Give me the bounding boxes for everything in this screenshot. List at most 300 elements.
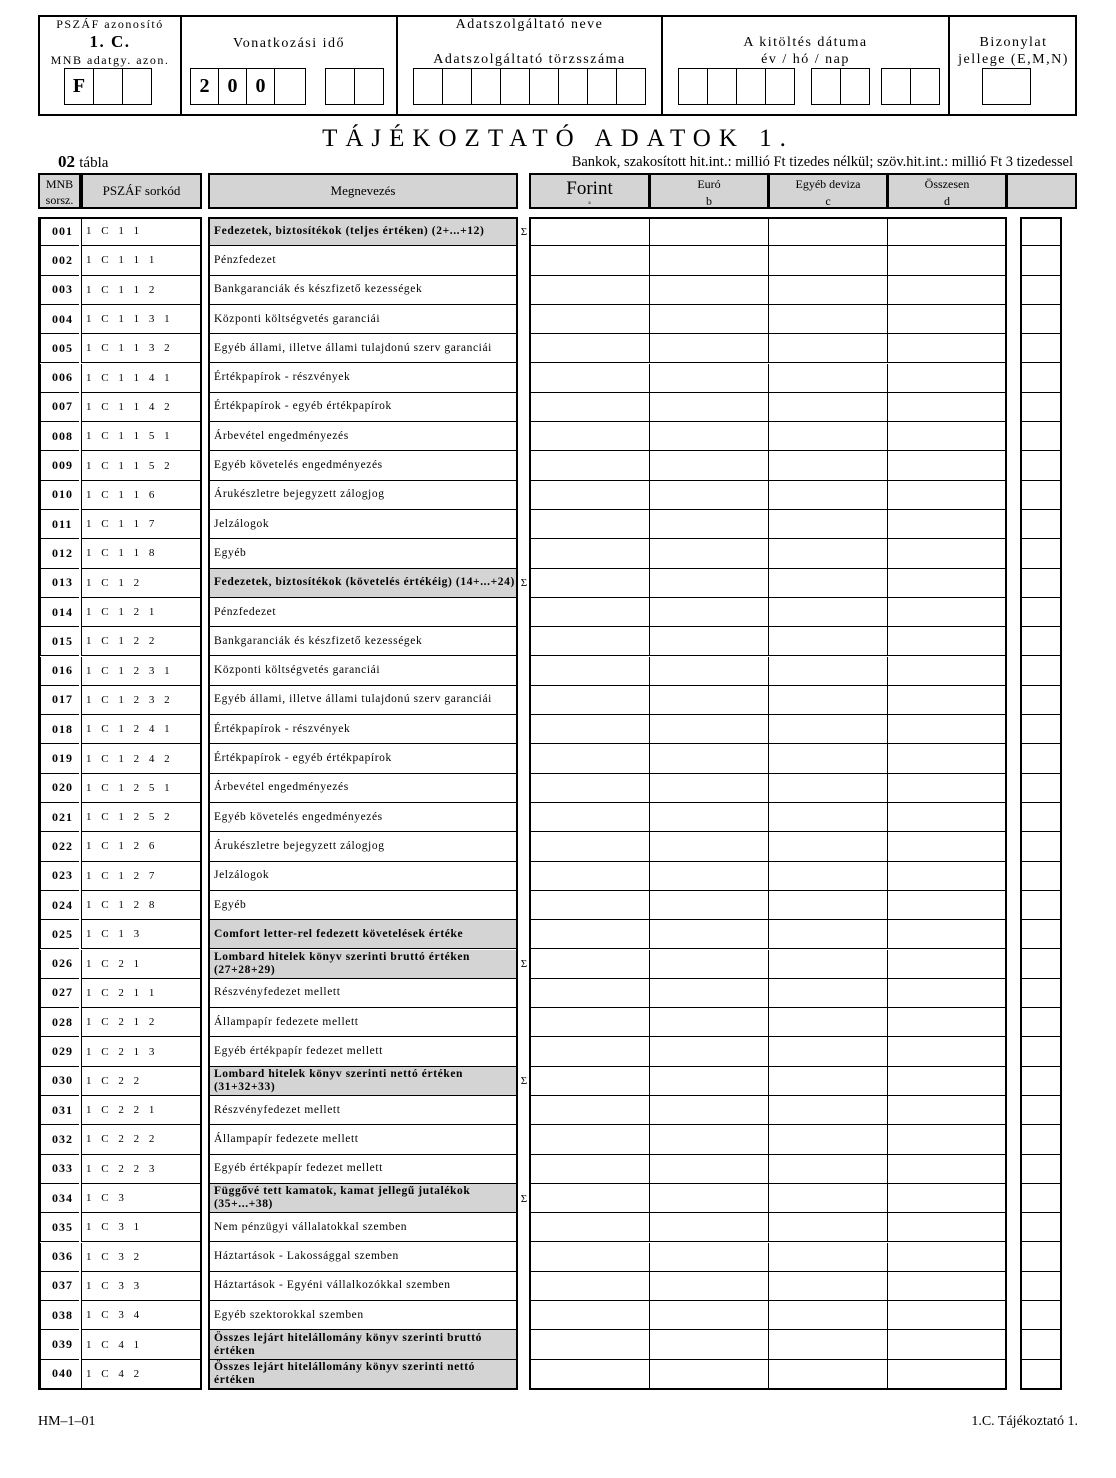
table-row (0, 481, 1116, 510)
cell-extra[interactable] (1020, 481, 1062, 510)
table-row (0, 305, 1116, 334)
cell-other[interactable] (768, 862, 888, 891)
row-code: 1 C 1 1 7 (81, 510, 202, 539)
cell-extra[interactable] (1020, 1301, 1062, 1330)
cell-extra[interactable] (1020, 1184, 1062, 1213)
row-label (208, 598, 518, 627)
cell-other[interactable] (768, 1067, 888, 1096)
cell-extra[interactable] (1020, 1096, 1062, 1125)
cell-total[interactable] (887, 832, 1007, 861)
period-digit-4[interactable] (274, 68, 306, 105)
cell-other[interactable] (768, 744, 888, 773)
cell-euro[interactable] (649, 803, 769, 832)
cell-forint[interactable] (529, 832, 650, 861)
cell-total[interactable] (887, 920, 1007, 949)
period-digit-text: 0 (227, 75, 238, 97)
cell-total[interactable] (887, 539, 1007, 568)
cell-extra[interactable] (1020, 1008, 1062, 1037)
row-label-text: Jelzálogok (214, 869, 270, 882)
cell-total[interactable] (887, 862, 1007, 891)
cell-euro[interactable] (649, 744, 769, 773)
cell-extra[interactable] (1020, 979, 1062, 1008)
cell-total[interactable] (887, 1067, 1007, 1096)
row-code: 1 C 2 2 3 (81, 1155, 202, 1184)
period-digit-text: 2 (199, 75, 210, 97)
cell-other[interactable] (768, 217, 888, 246)
cell-total[interactable] (887, 1096, 1007, 1125)
table-row (0, 217, 1116, 246)
period-digit-6[interactable] (354, 68, 384, 105)
cell-euro[interactable] (649, 715, 769, 744)
date-digit-box[interactable] (910, 68, 940, 105)
cell-extra[interactable] (1020, 1067, 1062, 1096)
cell-euro[interactable] (649, 774, 769, 803)
cell-other[interactable] (768, 1243, 888, 1272)
row-label (208, 862, 518, 891)
cell-total[interactable] (887, 510, 1007, 539)
row-code: 1 C 1 1 4 1 (81, 364, 202, 393)
table-row (0, 1213, 1116, 1242)
cell-forint[interactable] (529, 569, 650, 598)
row-label-text: Árukészletre bejegyzett zálogjog (214, 839, 385, 852)
cell-other[interactable] (768, 774, 888, 803)
cell-extra[interactable] (1020, 1125, 1062, 1154)
row-label (208, 891, 518, 920)
cell-extra[interactable] (1020, 862, 1062, 891)
provider-id-box[interactable] (558, 68, 588, 105)
cell-other[interactable] (768, 803, 888, 832)
row-label-text: Központi költségvetés garanciái (214, 664, 381, 677)
doc-type-box[interactable] (982, 68, 1031, 105)
provider-id-box[interactable] (413, 68, 443, 105)
cell-forint[interactable] (529, 657, 650, 686)
cell-euro[interactable] (649, 217, 769, 246)
cell-euro[interactable] (649, 598, 769, 627)
cell-euro[interactable] (649, 334, 769, 363)
cell-euro[interactable] (649, 627, 769, 656)
cell-forint[interactable] (529, 1301, 650, 1330)
cell-forint[interactable] (529, 744, 650, 773)
row-label-text: Háztartások - Lakossággal szemben (214, 1250, 399, 1263)
cell-total[interactable] (887, 891, 1007, 920)
row-code: 1 C 3 1 (81, 1213, 202, 1242)
cell-extra[interactable] (1020, 246, 1062, 275)
cell-euro[interactable] (649, 305, 769, 334)
cell-extra[interactable] (1020, 598, 1062, 627)
row-code: 1 C 1 1 1 (81, 246, 202, 275)
row-label-text: Központi költségvetés garanciái (214, 312, 381, 325)
pszaf-label: PSZÁF azonosító (56, 17, 164, 31)
cell-forint[interactable] (529, 627, 650, 656)
cell-total[interactable] (887, 1037, 1007, 1066)
cell-other[interactable] (768, 715, 888, 744)
period-digit-2[interactable] (218, 68, 247, 105)
provider-id-box[interactable] (587, 68, 617, 105)
cell-forint[interactable] (529, 979, 650, 1008)
cell-euro[interactable] (649, 950, 769, 979)
cell-euro[interactable] (649, 569, 769, 598)
cell-extra[interactable] (1020, 950, 1062, 979)
row-code: 1 C 3 (81, 1184, 202, 1213)
cell-forint[interactable] (529, 1037, 650, 1066)
cell-extra[interactable] (1020, 1272, 1062, 1301)
cell-forint[interactable] (529, 920, 650, 949)
cell-euro[interactable] (649, 364, 769, 393)
row-code: 1 C 1 1 3 1 (81, 305, 202, 334)
cell-euro[interactable] (649, 1008, 769, 1037)
cell-forint[interactable] (529, 1008, 650, 1037)
cell-total[interactable] (887, 1213, 1007, 1242)
cell-euro[interactable] (649, 832, 769, 861)
cell-euro[interactable] (649, 451, 769, 480)
cell-extra[interactable] (1020, 1360, 1062, 1389)
cell-forint[interactable] (529, 891, 650, 920)
cell-forint[interactable] (529, 217, 650, 246)
cell-total[interactable] (887, 1125, 1007, 1154)
provider-id-label: Adatszolgáltató törzsszáma (433, 52, 626, 67)
cell-other[interactable] (768, 1155, 888, 1184)
cell-total[interactable] (887, 422, 1007, 451)
cell-forint[interactable] (529, 862, 650, 891)
cell-other[interactable] (768, 1125, 888, 1154)
table-row (0, 891, 1116, 920)
row-label (208, 1360, 518, 1389)
cell-other[interactable] (768, 422, 888, 451)
date-digit-box[interactable] (765, 68, 795, 105)
cell-total[interactable] (887, 305, 1007, 334)
cell-forint[interactable] (529, 1067, 650, 1096)
cell-other[interactable] (768, 569, 888, 598)
cell-extra[interactable] (1020, 803, 1062, 832)
row-label-text: Árbevétel engedményezés (214, 429, 349, 442)
period-digit-3[interactable] (246, 68, 275, 105)
cell-forint[interactable] (529, 1360, 650, 1389)
cell-other[interactable] (768, 1330, 888, 1359)
cell-forint[interactable] (529, 950, 650, 979)
cell-extra[interactable] (1020, 686, 1062, 715)
row-label-text: Részvényfedezet mellett (214, 1103, 341, 1116)
cell-forint[interactable] (529, 1184, 650, 1213)
row-label-text: Értékpapírok - egyéb értékpapírok (214, 400, 392, 413)
cell-extra[interactable] (1020, 920, 1062, 949)
row-label-text: Értékpapírok - egyéb értékpapírok (214, 752, 392, 765)
col-forint-text: Forint (566, 178, 613, 199)
cell-other[interactable] (768, 686, 888, 715)
cell-extra[interactable] (1020, 364, 1062, 393)
cell-total[interactable] (887, 569, 1007, 598)
cell-euro[interactable] (649, 246, 769, 275)
cell-forint[interactable] (529, 510, 650, 539)
cell-euro[interactable] (649, 1301, 769, 1330)
row-label (208, 422, 518, 451)
cell-forint[interactable] (529, 1243, 650, 1272)
cell-total[interactable] (887, 803, 1007, 832)
row-number: 015 (39, 627, 79, 656)
cell-extra[interactable] (1020, 422, 1062, 451)
cell-euro[interactable] (649, 1330, 769, 1359)
cell-total[interactable] (887, 393, 1007, 422)
cell-other[interactable] (768, 393, 888, 422)
col-name (208, 173, 518, 209)
row-label-text: Egyéb állami, illetve állami tulajdonú szerv garanciái (214, 693, 492, 706)
row-number: 009 (39, 451, 79, 480)
page-title: TÁJÉKOZTATÓ ADATOK 1. (322, 125, 794, 152)
cell-total[interactable] (887, 774, 1007, 803)
cell-total[interactable] (887, 451, 1007, 480)
cell-euro[interactable] (649, 539, 769, 568)
table-row (0, 598, 1116, 627)
row-label-text: Comfort letter-rel fedezett követelések értéke (214, 927, 464, 940)
cell-other[interactable] (768, 276, 888, 305)
cell-other[interactable] (768, 305, 888, 334)
cell-extra[interactable] (1020, 744, 1062, 773)
cell-total[interactable] (887, 217, 1007, 246)
cell-forint[interactable] (529, 393, 650, 422)
provider-id-box[interactable] (529, 68, 559, 105)
cell-euro[interactable] (649, 1360, 769, 1389)
cell-other[interactable] (768, 364, 888, 393)
cell-total[interactable] (887, 1272, 1007, 1301)
cell-euro[interactable] (649, 393, 769, 422)
cell-extra[interactable] (1020, 1037, 1062, 1066)
cell-extra[interactable] (1020, 627, 1062, 656)
cell-euro[interactable] (649, 1125, 769, 1154)
cell-forint[interactable] (529, 1330, 650, 1359)
cell-total[interactable] (887, 1008, 1007, 1037)
row-label (208, 686, 518, 715)
col-euro-text: Euró (697, 177, 721, 191)
row-number: 021 (39, 803, 79, 832)
cell-euro[interactable] (649, 1037, 769, 1066)
sum-marker: Σ (520, 225, 528, 238)
cell-total[interactable] (887, 598, 1007, 627)
cell-other[interactable] (768, 1301, 888, 1330)
cell-euro[interactable] (649, 1213, 769, 1242)
cell-euro[interactable] (649, 481, 769, 510)
row-number: 013 (39, 569, 79, 598)
row-label-text: Pénzfedezet (214, 253, 277, 266)
cell-other[interactable] (768, 334, 888, 363)
row-label (208, 1184, 518, 1213)
mnb-value-box[interactable] (64, 68, 94, 105)
cell-forint[interactable] (529, 1096, 650, 1125)
cell-total[interactable] (887, 1155, 1007, 1184)
cell-total[interactable] (887, 1184, 1007, 1213)
sum-marker: Σ (520, 1192, 528, 1205)
mnb-box[interactable] (122, 68, 152, 105)
date-digit-box[interactable] (881, 68, 911, 105)
provider-id-box[interactable] (442, 68, 472, 105)
cell-other[interactable] (768, 832, 888, 861)
cell-other[interactable] (768, 1272, 888, 1301)
cell-other[interactable] (768, 920, 888, 949)
date-digit-box[interactable] (811, 68, 841, 105)
cell-extra[interactable] (1020, 1243, 1062, 1272)
cell-forint[interactable] (529, 539, 650, 568)
cell-forint[interactable] (529, 481, 650, 510)
cell-total[interactable] (887, 364, 1007, 393)
row-number: 040 (39, 1360, 79, 1389)
cell-total[interactable] (887, 481, 1007, 510)
cell-other[interactable] (768, 979, 888, 1008)
cell-euro[interactable] (649, 1155, 769, 1184)
cell-forint[interactable] (529, 598, 650, 627)
table-row (0, 334, 1116, 363)
row-code: 1 C 3 3 (81, 1272, 202, 1301)
cell-total[interactable] (887, 686, 1007, 715)
cell-extra[interactable] (1020, 276, 1062, 305)
cell-other[interactable] (768, 1096, 888, 1125)
row-code: 1 C 1 2 4 2 (81, 744, 202, 773)
provider-id-box[interactable] (471, 68, 501, 105)
table-row (0, 246, 1116, 275)
cell-other[interactable] (768, 1360, 888, 1389)
cell-euro[interactable] (649, 276, 769, 305)
cell-forint[interactable] (529, 803, 650, 832)
cell-other[interactable] (768, 657, 888, 686)
cell-total[interactable] (887, 715, 1007, 744)
cell-other[interactable] (768, 891, 888, 920)
date-digit-box[interactable] (707, 68, 737, 105)
cell-total[interactable] (887, 744, 1007, 773)
cell-forint[interactable] (529, 364, 650, 393)
cell-extra[interactable] (1020, 539, 1062, 568)
row-label-text: Állampapír fedezete mellett (214, 1132, 359, 1145)
col-forint (529, 173, 650, 209)
cell-euro[interactable] (649, 1272, 769, 1301)
row-label (208, 364, 518, 393)
cell-forint[interactable] (529, 276, 650, 305)
cell-other[interactable] (768, 1213, 888, 1242)
cell-other[interactable] (768, 539, 888, 568)
cell-total[interactable] (887, 950, 1007, 979)
cell-total[interactable] (887, 1360, 1007, 1389)
cell-extra[interactable] (1020, 715, 1062, 744)
cell-euro[interactable] (649, 1067, 769, 1096)
date-digit-box[interactable] (736, 68, 766, 105)
cell-forint[interactable] (529, 246, 650, 275)
form-code: 1. C. (89, 32, 131, 51)
row-label-text: Állampapír fedezete mellett (214, 1015, 359, 1028)
cell-extra[interactable] (1020, 774, 1062, 803)
cell-forint[interactable] (529, 1213, 650, 1242)
row-label-text: Bankgaranciák és készfizető kezességek (214, 634, 423, 647)
cell-other[interactable] (768, 481, 888, 510)
col-euro (649, 173, 769, 209)
cell-forint[interactable] (529, 1125, 650, 1154)
cell-other[interactable] (768, 451, 888, 480)
cell-extra[interactable] (1020, 1330, 1062, 1359)
cell-forint[interactable] (529, 715, 650, 744)
cell-extra[interactable] (1020, 451, 1062, 480)
cell-other[interactable] (768, 1037, 888, 1066)
cell-total[interactable] (887, 1243, 1007, 1272)
cell-other[interactable] (768, 598, 888, 627)
doc-type-options: jellege (E,M,N) (958, 52, 1069, 67)
cell-total[interactable] (887, 1301, 1007, 1330)
cell-extra[interactable] (1020, 305, 1062, 334)
cell-other[interactable] (768, 1184, 888, 1213)
cell-forint[interactable] (529, 774, 650, 803)
date-format-label: év / hó / nap (761, 52, 850, 67)
table-row (0, 276, 1116, 305)
cell-total[interactable] (887, 276, 1007, 305)
mnb-box[interactable] (93, 68, 123, 105)
row-label (208, 334, 518, 363)
cell-euro[interactable] (649, 657, 769, 686)
row-number: 037 (39, 1272, 79, 1301)
cell-forint[interactable] (529, 305, 650, 334)
cell-euro[interactable] (649, 510, 769, 539)
row-label (208, 1096, 518, 1125)
period-digit-5[interactable] (325, 68, 355, 105)
cell-extra[interactable] (1020, 217, 1062, 246)
row-number: 030 (39, 1067, 79, 1096)
cell-total[interactable] (887, 657, 1007, 686)
table-row (0, 1301, 1116, 1330)
provider-id-box[interactable] (500, 68, 530, 105)
cell-extra[interactable] (1020, 832, 1062, 861)
cell-forint[interactable] (529, 1272, 650, 1301)
cell-extra[interactable] (1020, 393, 1062, 422)
cell-total[interactable] (887, 246, 1007, 275)
cell-forint[interactable] (529, 451, 650, 480)
cell-forint[interactable] (529, 1155, 650, 1184)
table-row (0, 422, 1116, 451)
cell-euro[interactable] (649, 1184, 769, 1213)
cell-other[interactable] (768, 950, 888, 979)
cell-euro[interactable] (649, 920, 769, 949)
cell-extra[interactable] (1020, 510, 1062, 539)
row-number: 007 (39, 393, 79, 422)
row-code: 1 C 1 2 6 (81, 832, 202, 861)
table-row (0, 569, 1116, 598)
cell-total[interactable] (887, 627, 1007, 656)
cell-forint[interactable] (529, 422, 650, 451)
cell-other[interactable] (768, 627, 888, 656)
cell-euro[interactable] (649, 422, 769, 451)
period-digit-1[interactable] (190, 68, 219, 105)
row-label (208, 832, 518, 861)
row-label (208, 715, 518, 744)
cell-total[interactable] (887, 1330, 1007, 1359)
cell-euro[interactable] (649, 686, 769, 715)
cell-total[interactable] (887, 979, 1007, 1008)
cell-euro[interactable] (649, 979, 769, 1008)
cell-other[interactable] (768, 1008, 888, 1037)
cell-extra[interactable] (1020, 1155, 1062, 1184)
row-code: 1 C 1 2 4 1 (81, 715, 202, 744)
cell-extra[interactable] (1020, 891, 1062, 920)
cell-extra[interactable] (1020, 1213, 1062, 1242)
cell-total[interactable] (887, 334, 1007, 363)
date-digit-box[interactable] (678, 68, 708, 105)
cell-euro[interactable] (649, 1096, 769, 1125)
cell-euro[interactable] (649, 891, 769, 920)
cell-forint[interactable] (529, 686, 650, 715)
cell-extra[interactable] (1020, 569, 1062, 598)
provider-id-box[interactable] (616, 68, 646, 105)
date-digit-box[interactable] (840, 68, 870, 105)
cell-extra[interactable] (1020, 657, 1062, 686)
cell-extra[interactable] (1020, 334, 1062, 363)
cell-forint[interactable] (529, 334, 650, 363)
cell-other[interactable] (768, 510, 888, 539)
cell-other[interactable] (768, 246, 888, 275)
cell-euro[interactable] (649, 862, 769, 891)
row-code: 1 C 1 1 8 (81, 539, 202, 568)
cell-euro[interactable] (649, 1243, 769, 1272)
